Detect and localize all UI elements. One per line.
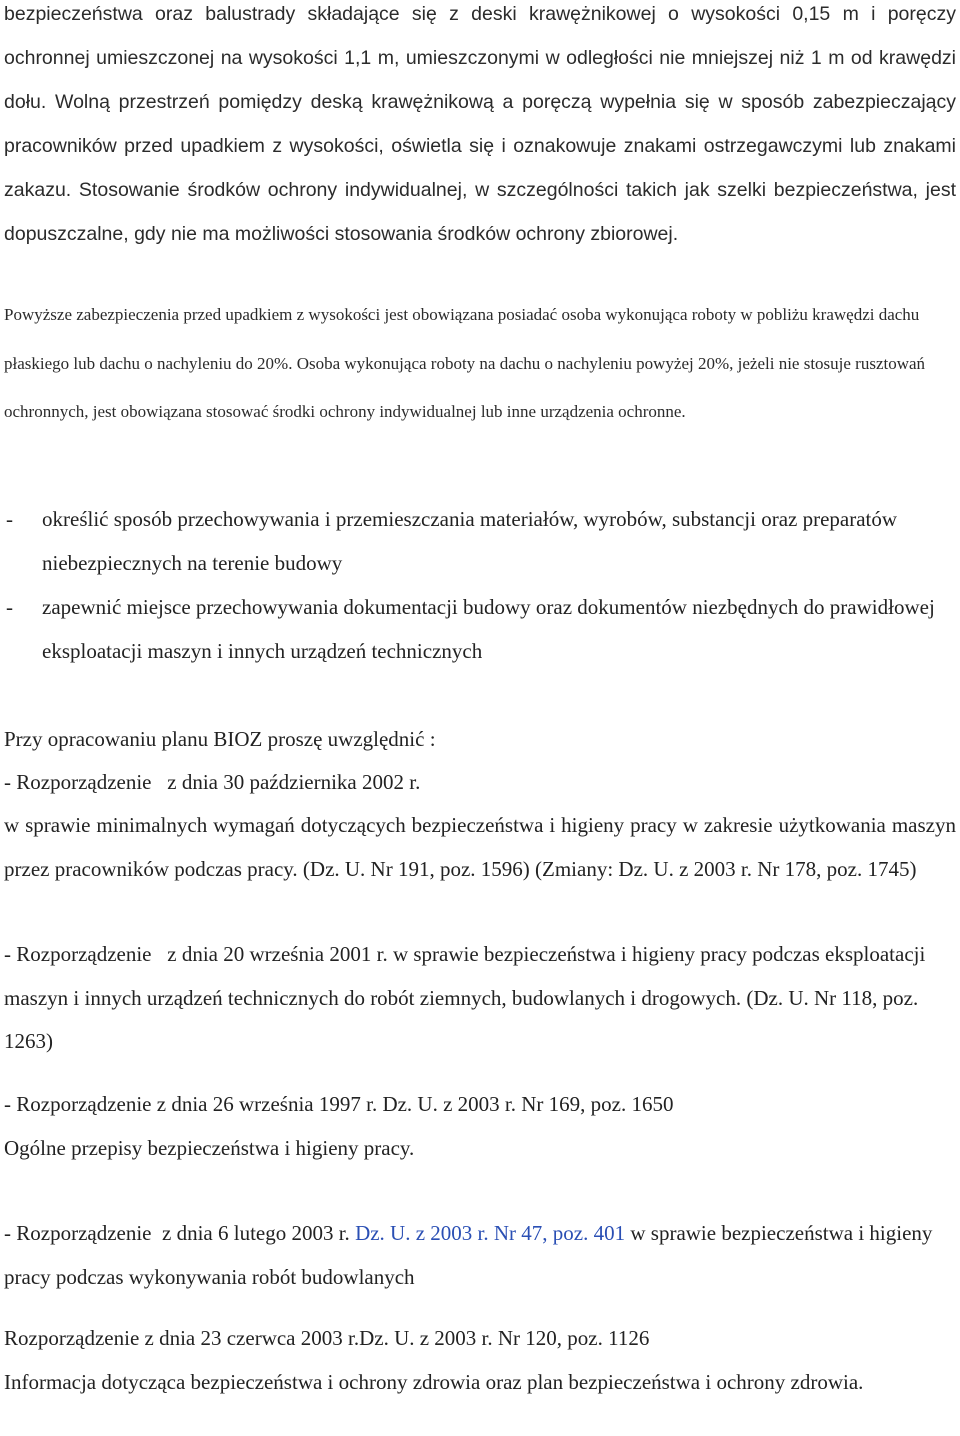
regulation-title: - Rozporządzenie z dnia 30 października 2002 r. [4,770,421,794]
regulation-text: w sprawie bezpieczeństwa i higieny pracy podczas wykonywania robót budowlanych [4,1221,933,1289]
requirements-list [4,497,960,673]
list-item [4,497,960,585]
list-item [4,585,960,673]
list-dash: - [6,507,13,531]
regulation-line: - Rozporządzenie z dnia 26 września 1997 r. Dz. U. z 2003 r. Nr 169, poz. 1650 [4,1092,674,1116]
journal-link[interactable]: Dz. U. z 2003 r. Nr 47, poz. 401 [355,1221,626,1245]
regulation-entry [4,1083,956,1170]
regulation-entry: - Rozporządzenie z dnia 20 września 2001 r. w sprawie bezpieczeństwa i higieny pracy podczas eksploatacji maszyn i innych urządzeń technicznych do robót ziemnych, budowlanych i drogowych. (Dz. U. Nr 118, poz. 1263) [4,942,931,1053]
paragraph-safety-barriers: bezpieczeństwa oraz balustrady składające się z deski krawężnikowej o wysokości 0,15 m i poręczy ochronnej umieszczonej na wysokości 1,1 m, umieszczonymi w odległości nie mniejszej niż 1 m od krawędzi dołu. Wolną przestrzeń pomiędzy deską krawężnikową a poręczą wypełnia się w sposób zabezpieczający pracowników przed upadkiem z wysokości, oświetla się i oznakowuje znakami ostrzegawczymi lub znakami zakazu. Stosowanie środków ochrony indywidualnej, w szczególności takich jak szelki bezpieczeństwa, jest dopuszczalne, gdy nie ma możliwości stosowania środków ochrony zbiorowej. [4,3,956,245]
regulation-entry: Informacja dotycząca bezpieczeństwa i ochrony zdrowia oraz plan bezpieczeństwa i ochrony zdrowia. [4,1370,864,1394]
list-dash: - [6,595,13,619]
regulation-entry [4,1212,956,1299]
regulation-line: Ogólne przepisy bezpieczeństwa i higieny pracy. [4,1135,415,1160]
list-item-text: określić sposób przechowywania i przemieszczania materiałów, wyrobów, substancji oraz preparatów niebezpiecznych na terenie budowy [42,507,898,575]
regulation-body: w sprawie minimalnych wymagań dotyczących bezpieczeństwa i higieny pracy w zakresie użytkowania maszyn przez pracowników podczas pracy. (Dz. U. Nr 191, poz. 1596) (Zmiany: Dz. U. z 2003 r. Nr 178, poz. 1745) [4,813,956,881]
regulation-entry: Rozporządzenie z dnia 23 czerwca 2003 r.Dz. U. z 2003 r. Nr 120, poz. 1126 [4,1326,650,1350]
regulations-intro: Przy opracowaniu planu BIOZ proszę uwzględnić : [4,727,436,751]
regulation-text: - Rozporządzenie z dnia 6 lutego 2003 r. [4,1221,356,1245]
list-item-text: zapewnić miejsce przechowywania dokumentacji budowy oraz dokumentów niezbędnych do prawidłowej eksploatacji maszyn i innych urządzeń technicznych [42,595,935,663]
paragraph-roof-work: Powyższe zabezpieczenia przed upadkiem z wysokości jest obowiązana posiadać osoba wykonująca roboty w pobliżu krawędzi dachu płaskiego lub dachu o nachyleniu do 20%. Osoba wykonująca roboty na dachu o nachyleniu powyżej 20%, jeżeli nie stosuje rusztowań ochronnych, jest obowiązana stosować środki ochrony indywidualnej lub inne urządzenia ochronne. [4,305,926,421]
